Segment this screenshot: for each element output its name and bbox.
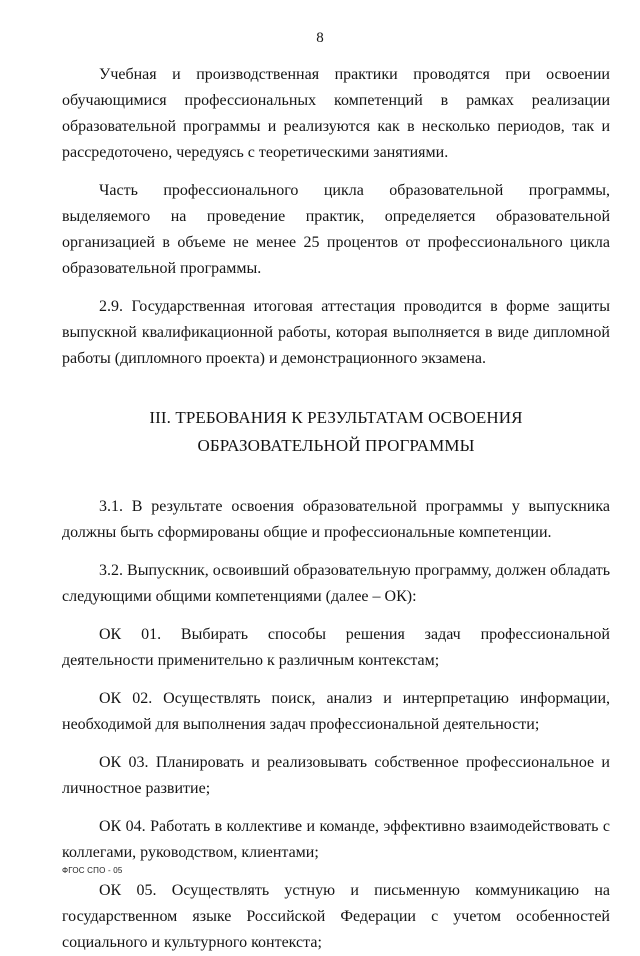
page-body <box>62 62 610 956</box>
paragraph-practice-periods: Учебная и производственная практики проводятся при освоении обучающимися профессиональных компетенций в рамках реализации образовательной программы и реализуются как в несколько периодов, так и рассредоточено, чередуясь с теоретическими занятиями. <box>62 66 610 161</box>
footer-standard-code: ФГОС СПО - 05 <box>62 866 123 875</box>
competency-ok-02: ОК 02. Осуществлять поиск, анализ и интерпретацию информации, необходимой для выполнения задач профессиональной деятельности; <box>62 690 610 733</box>
section-heading-line-2: ОБРАЗОВАТЕЛЬНОЙ ПРОГРАММЫ <box>197 436 475 455</box>
paragraph-3-2: 3.2. Выпускник, освоивший образовательную программу, должен обладать следующими общими компетенциями (далее – ОК): <box>62 562 610 605</box>
paragraph-final-attestation: 2.9. Государственная итоговая аттестация проводится в форме защиты выпускной квалификационной работы, которая выполняется в виде дипломной работы (дипломного проекта) и демонстрационного экзамена. <box>62 298 610 367</box>
competency-ok-03: ОК 03. Планировать и реализовывать собственное профессиональное и личностное развитие; <box>62 754 610 797</box>
paragraph-practice-share: Часть профессионального цикла образовательной программы, выделяемого на проведение практик, определяется образовательной организацией в объеме не менее 25 процентов от профессионального цикла образовательной программы. <box>62 182 610 277</box>
competency-ok-05: ОК 05. Осуществлять устную и письменную коммуникацию на государственном языке Российской Федерации с учетом особенностей социального и культурного контекста; <box>62 882 610 951</box>
page-number: 8 <box>316 30 324 46</box>
competency-ok-01: ОК 01. Выбирать способы решения задач профессиональной деятельности применительно к различным контекстам; <box>62 626 610 669</box>
section-heading-line-1: III. ТРЕБОВАНИЯ К РЕЗУЛЬТАТАМ ОСВОЕНИЯ <box>149 408 523 427</box>
section-heading-requirements <box>62 404 610 460</box>
paragraph-3-1: 3.1. В результате освоения образовательной программы у выпускника должны быть сформированы общие и профессиональные компетенции. <box>62 498 610 541</box>
competency-ok-04: ОК 04. Работать в коллективе и команде, эффективно взаимодействовать с коллегами, руководством, клиентами; <box>62 818 610 861</box>
